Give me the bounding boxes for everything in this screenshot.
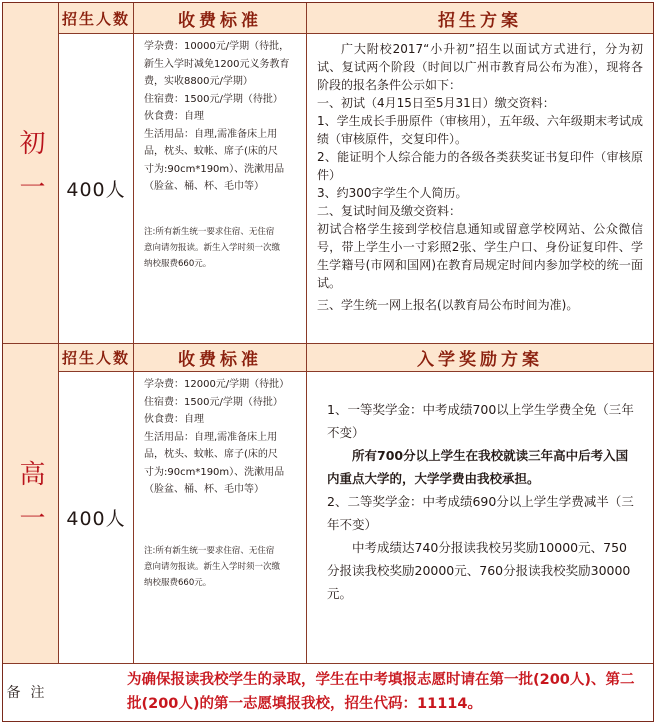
- fee-line: 新生入学时减免1200元义务教育: [144, 58, 290, 70]
- fee-details: [134, 34, 306, 343]
- fee-line: 学杂费：12000元/学期（待批）: [144, 379, 290, 390]
- header-count: 招生人数: [59, 344, 133, 371]
- note-line: 意向请勿报读。新生入学时须一次缴: [144, 242, 281, 253]
- fee-details: [134, 372, 306, 663]
- plan-paragraph: 一、初试（4月15日至5月31日）缴交资料：: [317, 96, 555, 110]
- fee-line: 住宿费：1500元/学期（待批）: [144, 396, 283, 408]
- fee-line: 费，实收8800元/学期）: [144, 76, 253, 87]
- award-plan: [307, 372, 653, 663]
- fee-line: 生活用品：自理,需准备床上用: [144, 128, 278, 140]
- fee-line: 寸为:90cm*190m）、洗漱用品: [144, 163, 285, 175]
- plan-paragraph: 1、学生成长手册原件（审核用），五年级、六年级期末考试成绩（审核原件，交复印件）。: [317, 114, 643, 146]
- remark-label: 备注: [6, 685, 55, 701]
- fee-line: （脸盆、桶、杯、毛巾等）: [144, 484, 264, 495]
- note-line: 纳校服费660元。: [144, 577, 212, 588]
- enrollment-count: 400人: [66, 508, 126, 530]
- grade-label-senior: 高一: [3, 344, 58, 663]
- fee-line: 伙食费：自理: [144, 414, 204, 425]
- plan-paragraph: 2、能证明个人综合能力的各级各类获奖证书复印件（审核原件）: [317, 150, 643, 182]
- admission-table: [2, 2, 654, 722]
- grade-label-junior: 初一: [3, 3, 58, 343]
- plan-paragraph: 广大附校2017“小升初”招生以面试方式进行，分为初试、复试两个阶段（时间以广州市教育局公布为准），现将各阶段的报名条件公示如下：: [317, 42, 643, 92]
- fee-note: [144, 543, 300, 591]
- fee-line: 品，枕头、蚊帐、席子(床的尺: [144, 146, 278, 157]
- plan-paragraph: 二、复试时间及缴交资料：: [317, 204, 462, 218]
- header-plan: 招生方案: [307, 3, 653, 33]
- award-paragraph: 2、二等奖学金：中考成绩690分以上学生学费减半（三年不变）: [327, 494, 634, 532]
- remark-text: 为确保报读我校学生的录取，学生在中考填报志愿时请在第一批(200人)、第二批(200人)的第一志愿填报我校，招生代码：11114。: [127, 672, 635, 712]
- award-paragraph: 1、一等奖学金：中考成绩700以上学生学费全免（三年不变）: [327, 402, 634, 440]
- award-paragraph: 中考成绩达740分报读我校另奖励10000元、750分报读我校奖励20000元、760分报读我校奖励30000元。: [327, 540, 631, 601]
- enrollment-count: 400人: [66, 179, 126, 201]
- fee-line: 学杂费：10000元/学期（待批，: [144, 41, 290, 52]
- fee-line: （脸盆、桶、杯、毛巾等）: [144, 181, 264, 192]
- header-fees: 收费标准: [134, 3, 306, 33]
- fee-note: [144, 224, 300, 272]
- fee-line: 生活用品：自理,需准备床上用: [144, 431, 278, 443]
- award-paragraph: 所有700分以上学生在我校就读三年高中后考入国内重点大学的，大学学费由我校承担。: [327, 448, 629, 486]
- note-line: 意向请勿报读。新生入学时须一次缴: [144, 561, 281, 572]
- note-line: 注:所有新生统一要求住宿、无住宿: [144, 226, 275, 237]
- plan-paragraph: 初试合格学生接到学校信息通知或留意学校网站、公众微信号，带上学生小一寸彩照2张、学生户口、身份证复印件、学生学籍号(市网和国网)在教育局规定时间内参加学校的统一面试。: [317, 222, 643, 290]
- fee-line: 伙食费：自理: [144, 111, 204, 122]
- fee-line: 寸为:90cm*190m）、洗漱用品: [144, 466, 285, 478]
- plan-paragraph: 三、学生统一网上报名(以教育局公布时间为准)。: [317, 298, 579, 312]
- header-award: 入学奖励方案: [307, 344, 653, 371]
- note-line: 纳校服费660元。: [144, 258, 212, 269]
- header-fees: 收费标准: [134, 344, 306, 371]
- admission-plan: [307, 34, 653, 343]
- note-line: 注:所有新生统一要求住宿、无住宿: [144, 545, 275, 556]
- fee-line: 住宿费：1500元/学期（待批）: [144, 93, 283, 105]
- header-count: 招生人数: [59, 3, 133, 33]
- fee-line: 品，枕头、蚊帐、席子(床的尺: [144, 449, 278, 460]
- plan-paragraph: 3、约300字学生个人简历。: [317, 186, 468, 200]
